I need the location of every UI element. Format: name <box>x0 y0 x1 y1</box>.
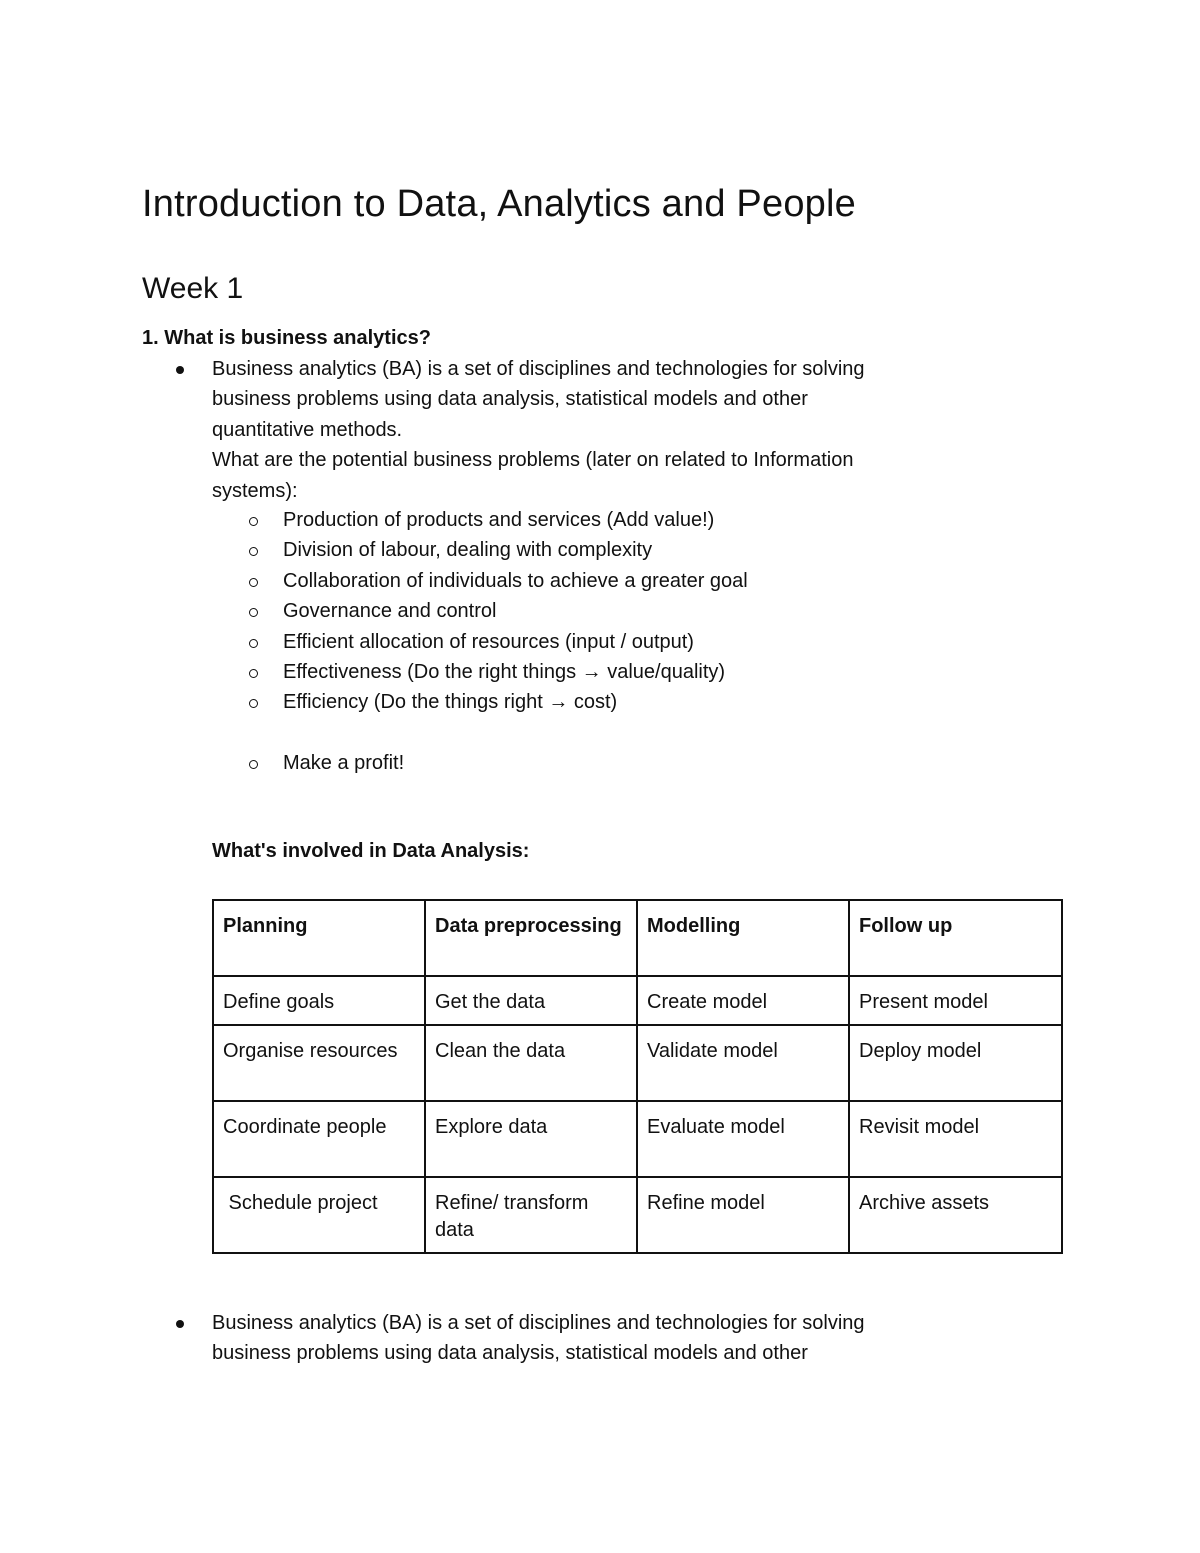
circle-bullet-icon <box>249 699 258 708</box>
sub-item-text: Division of labour, dealing with complexity <box>283 539 653 562</box>
paragraph-line: quantitative methods. <box>212 418 403 441</box>
table-header-cell: Planning <box>213 900 425 976</box>
sub-list-item <box>283 657 983 687</box>
table-header-cell: Data preprocessing <box>425 900 637 976</box>
sub-list-item <box>283 566 983 596</box>
paragraph-line: systems): <box>212 479 298 502</box>
bullet-dot-icon <box>176 366 184 374</box>
sub-list-item <box>283 627 983 657</box>
sub-item-text: Make a profit! <box>283 751 405 774</box>
sub-item-text: Efficiency (Do the things right → cost) <box>283 691 618 714</box>
sub-list-item <box>283 748 983 778</box>
bullet-item <box>212 1308 1012 1369</box>
sub-item-text: Collaboration of individuals to achieve a greater goal <box>283 569 748 592</box>
table-cell: Get the data <box>425 976 637 1025</box>
table-cell: Create model <box>637 976 849 1025</box>
circle-bullet-icon <box>249 608 258 617</box>
sub-item-text: Governance and control <box>283 600 497 623</box>
table-cell: Define goals <box>213 976 425 1025</box>
bullet-item <box>212 354 1012 506</box>
table-header-cell: Follow up <box>849 900 1062 976</box>
table-cell: Present model <box>849 976 1062 1025</box>
circle-bullet-icon <box>249 639 258 648</box>
sub-list-item <box>283 535 983 565</box>
sub-item-text: Efficient allocation of resources (input / output) <box>283 630 694 653</box>
table-cell: Clean the data <box>425 1025 637 1101</box>
section-heading: 1. What is business analytics? <box>142 327 431 349</box>
bullet-dot-icon <box>176 1320 184 1328</box>
sub-list-item <box>283 596 983 626</box>
sub-list-item <box>283 505 983 535</box>
sub-list <box>283 505 983 778</box>
table-cell: Deploy model <box>849 1025 1062 1101</box>
paragraph-line: What are the potential business problems (later on related to Information <box>212 449 854 472</box>
week-heading: Week 1 <box>142 272 244 305</box>
table-cell: Schedule project <box>213 1177 425 1253</box>
circle-bullet-icon <box>249 669 258 678</box>
table-cell: Organise resources <box>213 1025 425 1101</box>
circle-bullet-icon <box>249 547 258 556</box>
table-header-cell: Modelling <box>637 900 849 976</box>
circle-bullet-icon <box>249 517 258 526</box>
table-cell: Evaluate model <box>637 1101 849 1177</box>
table-header-row <box>213 900 1062 976</box>
table-cell: Validate model <box>637 1025 849 1101</box>
paragraph-line: Business analytics (BA) is a set of disciplines and technologies for solving <box>212 1312 865 1334</box>
paragraph-line: Business analytics (BA) is a set of disciplines and technologies for solving <box>212 358 865 380</box>
table-row <box>213 1177 1062 1253</box>
paragraph-line: business problems using data analysis, statistical models and other <box>212 388 808 411</box>
sub-item-text: Effectiveness (Do the right things → value/quality) <box>283 660 726 683</box>
paragraph-line: business problems using data analysis, statistical models and other <box>212 1342 808 1365</box>
table-row <box>213 1101 1062 1177</box>
circle-bullet-icon <box>249 760 258 769</box>
table-cell: Refine model <box>637 1177 849 1253</box>
table-cell: Explore data <box>425 1101 637 1177</box>
table-cell: Coordinate people <box>213 1101 425 1177</box>
table-cell: Refine/ transform data <box>425 1177 637 1253</box>
data-analysis-table <box>212 899 1063 1254</box>
table-heading: What's involved in Data Analysis: <box>212 840 530 862</box>
document-title: Introduction to Data, Analytics and People <box>142 183 856 225</box>
table-cell: Revisit model <box>849 1101 1062 1177</box>
table-cell: Archive assets <box>849 1177 1062 1253</box>
sub-list-item <box>283 687 983 717</box>
table-row <box>213 1025 1062 1101</box>
table-row <box>213 976 1062 1025</box>
sub-item-text: Production of products and services (Add value!) <box>283 509 715 531</box>
circle-bullet-icon <box>249 578 258 587</box>
